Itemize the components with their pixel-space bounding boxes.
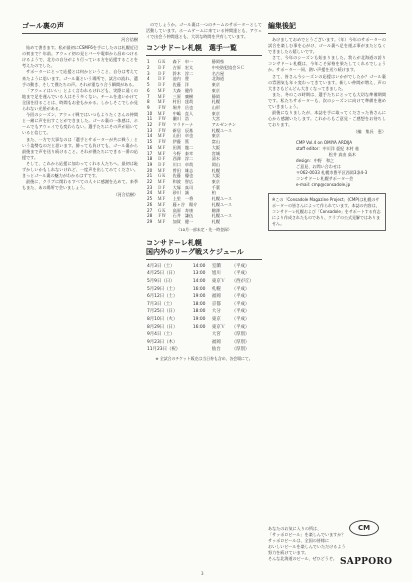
roster-note: （10月一部未定・先一時登録）	[176, 226, 232, 232]
staff-line: design：中野 和之	[296, 157, 335, 163]
player-number: 4	[147, 76, 150, 82]
player-previous-club: 札幌ユース	[211, 201, 233, 207]
player-previous-club: 札幌	[211, 218, 220, 224]
sapporo-logo: SAPPORO	[340, 557, 393, 567]
player-name: 三原 廣樹	[172, 93, 194, 99]
player-previous-club: 東京	[211, 133, 220, 139]
player-name: 新居 辰基	[172, 127, 194, 133]
opponent: 東京	[211, 316, 221, 322]
schedule-row	[146, 346, 262, 354]
disclaimer-box: ※この「Consadole Magazine Project」(CMP)は札幌のサポーターの皆さんによって作られています。本誌の内容は、コンサドーレ札幌および「Consadole」をサポートする有志により作成されたものであり、クラブの公式見解ではありません。	[268, 193, 386, 231]
staff-line: CMP Vol.4 on OMIYA ARDIJA	[296, 139, 353, 145]
player-position: ＭＦ	[157, 218, 166, 224]
venue: （平成）	[231, 301, 250, 307]
match-date: 5月29日（土）	[147, 286, 178, 292]
player-position: ＤＦ	[157, 161, 166, 167]
venue: （厚別）	[231, 339, 250, 345]
player-previous-club: 東京	[211, 179, 220, 185]
player-previous-club: 中央防犯協会ＳＣ	[211, 64, 245, 70]
player-position: ＦＷ	[157, 104, 166, 110]
player-previous-club: 北海道	[211, 76, 225, 82]
opponent: 仙台	[211, 347, 221, 353]
staff-line: 〒062-0033 札幌市豊平区西岡3条4-3	[296, 169, 368, 175]
article-signature: （河合信樹）	[113, 192, 138, 198]
schedule-row	[146, 339, 262, 347]
player-position: ＤＦ	[157, 82, 166, 88]
player-previous-club: 静岡県	[211, 59, 225, 65]
player-name: 高原 寿康	[172, 207, 194, 213]
player-number: 1	[147, 59, 150, 65]
staff-line: コンサドーレ札幌サポーター会	[296, 175, 354, 181]
opponent: 旭川	[211, 271, 221, 277]
match-date: 8月10日（火）	[147, 316, 178, 322]
player-name: 砂川 誠	[172, 190, 189, 196]
player-previous-club: 山形	[211, 104, 220, 110]
kickoff-time: 19:00	[192, 316, 206, 322]
venue: （平成）	[231, 294, 250, 300]
player-number: 12	[147, 122, 153, 128]
roster-row	[146, 219, 262, 225]
opponent: 大分	[211, 309, 221, 315]
venue: （厚別）	[231, 347, 250, 353]
match-date: 5月9日（日）	[147, 278, 175, 284]
paragraph: また、一方で大事なのは「選手とサポーターが共に戦う」という姿勢なのだと思います。勝っても負けても、ゴール裏から最後まで声を送り続けること。それが僕たちにできる一番の応援です。	[22, 136, 138, 160]
kickoff-time	[192, 331, 211, 339]
player-name: 石井 謙伍	[172, 213, 194, 219]
opponent: 東京Ｖ	[211, 278, 226, 284]
player-previous-club: 札幌ユース	[211, 127, 233, 133]
player-previous-club: 大阪	[211, 173, 220, 179]
schedule-row	[146, 263, 262, 271]
player-position: ＭＦ	[157, 93, 166, 99]
player-previous-club: アルゼンチン	[211, 122, 236, 128]
player-position: ＤＦ	[157, 70, 166, 76]
paragraph: サポーターにとって応援とは何かということ、自分は考えて来たように思います。ゴール裏という場所で、試合の流れ、選手の動き、そして僕たちの声。それが重なり合う瞬間がある。	[22, 69, 138, 87]
player-previous-club: 駒澤	[211, 207, 220, 213]
player-number: 2	[147, 64, 150, 70]
player-previous-club: 東京	[211, 110, 220, 116]
player-number: 10	[147, 110, 153, 116]
player-position: ＭＦ	[157, 150, 166, 156]
player-previous-club: 柏	[211, 190, 216, 196]
player-name: 大森 健作	[172, 87, 194, 93]
venue: （平成）	[231, 271, 250, 277]
player-name: 村田 達哉	[172, 99, 194, 105]
player-name: 森下 申一	[172, 59, 194, 65]
kickoff-time: 16:00	[192, 286, 206, 292]
paragraph: さて、今年のシーズンも始まりました。我らが北海道の誇りコンサドーレ札幌は、今年こそ昇格を果たしてくれるでしょうか。サポーター一同、熱い声援を送り続けます。	[268, 55, 386, 73]
venue: （平成）	[231, 286, 250, 292]
opponent: 京都	[211, 301, 221, 307]
player-position: ＦＷ	[157, 213, 166, 219]
player-position: ＭＦ	[157, 196, 166, 202]
player-name: 和波 智広	[172, 179, 194, 185]
paragraph: 「アウェイはいい」とよく言われるけれども、実際に遠くの地まで足を運んでいる人はそう多くない。チームを追いかけて全国を回ることは、時間もお金もかかる。しかしそこでしか見られない光景がある。	[22, 87, 138, 112]
player-number: 18	[147, 156, 153, 162]
player-number: 25	[147, 196, 153, 202]
player-number: 20	[147, 167, 153, 173]
player-name: 藤ヶ谷 陽介	[172, 201, 198, 207]
venue: （西が丘）	[231, 278, 254, 284]
player-position: ＭＦ	[157, 110, 166, 116]
player-position: ＦＷ	[157, 122, 166, 128]
player-position: ＦＷ	[157, 127, 166, 133]
match-date: 8月29日（日）	[147, 324, 178, 330]
player-name: 堀井 岳也	[172, 104, 194, 110]
opponent: 室蘭	[211, 263, 221, 269]
venue: （平成）	[231, 316, 250, 322]
player-number: 13	[147, 127, 153, 133]
player-number: 3	[147, 70, 150, 76]
player-name: 今野 泰幸	[172, 150, 194, 156]
kickoff-time	[192, 339, 211, 347]
advertisement-text: あなたのお気に入りの所は、 「サッポロビール」を楽しんでいますか？ サッポロビールは、全国の皆様に おいしいビールを楽しんでいただけるよう 努力を続けています。 そんな北海道のビール、ぜひどうぞ。	[268, 526, 346, 562]
byline: 河合信樹	[121, 37, 138, 42]
player-number: 17	[147, 150, 153, 156]
opponent: 大宮	[211, 332, 221, 338]
player-number: 6	[147, 87, 150, 93]
player-number: 14	[147, 133, 153, 139]
player-number: 22	[147, 179, 153, 185]
player-previous-club: 大宮	[211, 116, 220, 122]
column-goal-ura	[22, 22, 138, 198]
player-position: ＦＷ	[157, 139, 166, 145]
player-number: 9	[147, 104, 150, 110]
player-number: 29	[147, 218, 153, 224]
kickoff-time: 14:00	[192, 278, 206, 284]
match-date: 9月4日（土）	[147, 332, 175, 338]
staff-line: 松井 真由 高木	[296, 151, 356, 157]
player-position: ＦＷ	[157, 116, 166, 122]
player-name: 上里 一将	[172, 196, 194, 202]
player-name: 鈴木 淳二	[172, 70, 194, 76]
match-date: 6月12日（土）	[147, 294, 178, 300]
opponent: 福岡	[211, 339, 221, 345]
cm-badge: CM	[349, 520, 379, 536]
player-number: 19	[147, 161, 153, 167]
player-position: ＭＦ	[157, 133, 166, 139]
player-previous-club: 札幌	[211, 167, 220, 173]
player-previous-club: 東京	[211, 87, 220, 93]
kickoff-time: 16:00	[192, 324, 206, 330]
editorial-rule	[268, 33, 386, 34]
venue: （平成）	[231, 263, 250, 269]
player-position: ＭＦ	[157, 179, 166, 185]
match-date: 7月3日（土）	[147, 301, 175, 307]
player-position: ＭＦ	[157, 99, 166, 105]
player-name: 山田 卓也	[172, 133, 194, 139]
player-previous-club: 札幌ユース	[211, 196, 233, 202]
kickoff-time: 19:00	[192, 294, 206, 300]
player-number: 16	[147, 144, 153, 150]
match-date: 4月25日（日）	[147, 271, 178, 277]
article-body	[22, 45, 138, 191]
editorial-title: 編集後記	[268, 22, 296, 30]
player-name: 田渕 龍二	[172, 144, 194, 150]
player-name: 加賀 健一	[172, 218, 194, 224]
roster-title: コンサドーレ札幌 選手一覧	[146, 44, 237, 53]
paragraph: 最後になりましたが、本誌を手に取ってくださった皆さんに心から感謝いたします。これからもご意見・ご感想をお待ちしております。	[268, 110, 386, 128]
player-previous-club: 名古屋	[211, 70, 225, 76]
venue: （厚別）	[231, 332, 250, 338]
player-position: ＤＦ	[157, 184, 166, 190]
player-previous-club: 大阪	[211, 144, 220, 150]
player-previous-club: 清水	[211, 156, 220, 162]
schedule-row	[146, 286, 262, 294]
player-number: 24	[147, 190, 153, 196]
player-name: 伊藤 篤	[172, 139, 189, 145]
player-name: 西澤 淳二	[172, 156, 194, 162]
player-position: ＧＫ	[157, 173, 166, 179]
player-position: ＤＦ	[157, 156, 166, 162]
player-number: 8	[147, 99, 150, 105]
kickoff-time: 18:00	[192, 309, 206, 315]
match-date: 7月25日（日）	[147, 309, 178, 315]
player-name: 川口 卓哉	[172, 161, 194, 167]
paragraph: 今回のシーズン、アウェイ戦ではいつもよりたくさんの仲間と一緒に声を出すことができました。ゴール裏の一体感は、ホームでもアウェイでも変わらない。選手たちにその声が届いていると信じて。	[22, 112, 138, 136]
player-number: 11	[147, 116, 153, 122]
page-number: 3	[201, 571, 204, 576]
player-previous-club: 東京	[211, 82, 220, 88]
schedule-row	[146, 293, 262, 301]
player-position: ＤＦ	[157, 76, 166, 82]
schedule-table	[146, 263, 262, 354]
player-number: 15	[147, 139, 153, 145]
staff-line: e-mail: cmp@consadole.jp	[296, 181, 351, 187]
schedule-row	[146, 308, 262, 316]
schedule-row	[146, 324, 262, 332]
player-previous-club: 札幌ユース	[211, 213, 233, 219]
opponent: 札幌	[211, 286, 221, 292]
roster-table	[146, 59, 262, 224]
venue: （平成）	[231, 324, 250, 330]
column-roster	[146, 22, 262, 362]
player-name: 吉原 宏太	[172, 64, 194, 70]
match-date: 9月23日（木）	[147, 339, 178, 345]
staff-line: ご意見、お問い合わせは	[296, 163, 342, 169]
player-name: マラドーナ	[172, 122, 194, 128]
kickoff-time	[192, 346, 211, 354]
schedule-row	[146, 301, 262, 309]
paragraph: さて、皆さん今シーズンの応援はいかがでしたか？ゴール裏の雰囲気も年々変わってきています。新しい仲間が増え、声の大きさもどんどん大きくなってきました。	[268, 73, 386, 91]
paragraph: 始めて書きます。私が最初にCSMF6を手にしたのは札幌近辺の初まで？年前。アウェイ初の見とバーや電車から昌めつけるけるようで、北方の自分がより行っている方を応援することを考えたのでした。	[22, 45, 138, 69]
schedule-note: ※ 全試合のチケット販売は当日券も含め、各会場にて。	[155, 355, 253, 361]
schedule-title: コンサドーレ札幌 国内外のリーグ戦スケジュール	[146, 238, 244, 256]
player-position: ＧＫ	[157, 59, 166, 65]
player-number: 21	[147, 173, 153, 179]
kickoff-time: 18:00	[192, 301, 206, 307]
continued-text: のでしょうか。ゴール裏は一つのチームのサポーターとして活動しています。ホームゲームに来ている仲間達とも、アウェイで出会う仲間達とも、大切な時間を共有しています。	[146, 22, 262, 40]
schedule-rule	[146, 259, 262, 260]
paragraph: そして、これから応援に加わってくれる人たちへ。最初は恥ずかしいかもしれないけれど、一度声を出してみてください。きっとゴール裏の魅力がわかるはずです。	[22, 160, 138, 179]
player-position: ＭＦ	[157, 190, 166, 196]
match-date: 11月23日（祝）	[147, 347, 181, 353]
roster-rule	[146, 55, 262, 56]
paragraph: あけましておめでとうございます。（年）今年のサポーターの試合を楽しむ事を心がけ、ゴール裏へ足を運ぶ事がまたとなくできましたら嬉しいです。	[268, 37, 386, 55]
player-number: 26	[147, 201, 153, 207]
player-previous-club: 札幌	[211, 99, 220, 105]
schedule-row	[146, 316, 262, 324]
kickoff-time: 14:00	[192, 263, 206, 269]
paragraph: 最後に、クラブに関わるすべての人々に感謝を込めて。来季もまた、あの場所で会いましょう。	[22, 179, 138, 191]
player-position: ＤＦ	[157, 64, 166, 70]
schedule-row	[146, 270, 262, 278]
player-name: 佐藤 洋	[172, 82, 189, 88]
player-position: ＭＦ	[157, 144, 166, 150]
venue: （平成）	[231, 309, 250, 315]
kickoff-time: 13:00	[192, 271, 206, 277]
player-name: 佐藤 優也	[172, 173, 194, 179]
player-number: 23	[147, 184, 153, 190]
opponent: 福岡	[211, 294, 221, 300]
section-title: ゴール裏の声	[22, 22, 64, 30]
player-name: 曽田 雄志	[172, 167, 194, 173]
player-number: 5	[147, 82, 150, 88]
player-number: 7	[147, 93, 150, 99]
staff-credits	[268, 140, 386, 188]
player-name: 大塚 真司	[172, 184, 194, 190]
staff-line: staff editor：中川洋 亜紀 木村 桂	[296, 145, 360, 151]
column-editorial	[268, 22, 386, 231]
player-position: ＭＦ	[157, 201, 166, 207]
player-previous-club: 千葉	[211, 184, 220, 190]
player-number: 28	[147, 213, 153, 219]
player-name: 中嶋 直人	[172, 110, 194, 116]
player-previous-club: 富山	[211, 139, 220, 145]
player-previous-club: 岡山	[211, 161, 220, 167]
player-number: 27	[147, 207, 153, 213]
player-name: 池内 豊	[172, 76, 189, 82]
player-position: ＧＫ	[157, 207, 166, 213]
player-previous-club: 宮城	[211, 150, 220, 156]
opponent: 東京Ｖ	[211, 324, 226, 330]
editorial-signature: （編 集長 恵）	[353, 129, 386, 135]
match-date: 4月3日（土）	[147, 263, 175, 269]
schedule-row	[146, 278, 262, 286]
player-previous-club: 静岡	[211, 93, 220, 99]
player-position: ＭＦ	[157, 167, 166, 173]
editorial-body	[268, 37, 386, 128]
title-rule	[22, 33, 138, 34]
player-name: 瀬川 浩	[172, 116, 189, 122]
schedule-row	[146, 331, 262, 339]
paragraph: また、冬のこの時期は、選手たちにとっても大切な準備期間です。私たちサポーターも、次のシーズンに向けて準備を進めていきましょう。	[268, 91, 386, 110]
player-position: ＭＦ	[157, 87, 166, 93]
